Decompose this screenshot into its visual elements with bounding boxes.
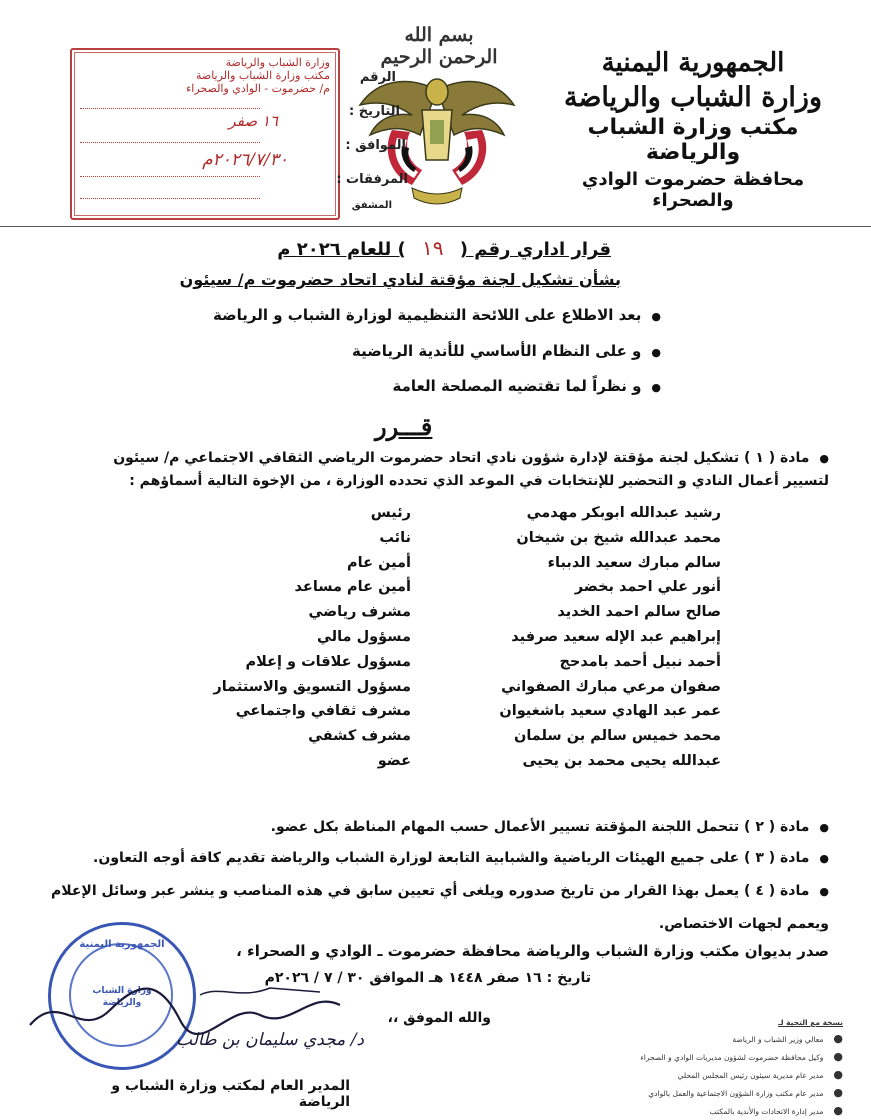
cc-item: وكيل محافظة حضرموت لشؤون مديريات الوادي و الصحراء xyxy=(640,1053,824,1062)
article-1-line: مادة ( ١ ) تشكيل لجنة مؤقتة لإدارة شؤون نادي اتحاد حضرموت الرياضي الثقافي الاجتماعي م/ سيئون xyxy=(113,450,810,466)
list-item xyxy=(0,530,871,555)
bullet-icon xyxy=(809,883,829,899)
list-item xyxy=(0,505,871,530)
article-4-line: ويعمم لجهات الاختصاص. xyxy=(658,916,829,932)
decree-subject: بشأن تشكيل لجنة مؤقتة لنادي اتحاد حضرموت م/ سيئون xyxy=(179,270,621,289)
governorate-title: محافظة حضرموت الوادي والصحراء xyxy=(581,169,805,211)
member-role: مسؤول التسويق والاستثمار xyxy=(213,678,411,695)
preamble-item xyxy=(201,306,661,324)
signatory-handwritten: د/ مجدي سليمان بن طالب xyxy=(176,1030,364,1050)
cc-header: نسخة مع التحية لـ xyxy=(778,1018,843,1027)
article-3 xyxy=(29,847,829,870)
member-name: أنور علي احمد بخضر xyxy=(574,579,721,596)
registry-subject-label: المشفق xyxy=(351,200,392,211)
member-role: مسؤول علاقات و إعلام xyxy=(245,653,411,670)
member-name: صفوان مرعي مبارك الصفواني xyxy=(501,678,721,695)
header-divider xyxy=(0,226,871,227)
member-role: أمين عام مساعد xyxy=(294,579,411,596)
seal-outer-text: الجمهورية اليمنية xyxy=(79,939,165,950)
registry-corresponding-label: الموافق : xyxy=(345,138,406,153)
member-name: عمر عبد الهادي سعيد باشغيوان xyxy=(499,703,721,720)
member-name: رشيد عبدالله ابوبكر مهدمي xyxy=(526,505,721,521)
bullet-icon xyxy=(641,377,661,395)
list-item xyxy=(543,1102,843,1120)
member-role: أمين عام xyxy=(347,554,411,571)
list-item xyxy=(0,728,871,753)
registry-number-label: الرقم xyxy=(359,70,396,85)
ministry-header xyxy=(543,48,843,211)
member-role: مشرف كشفي xyxy=(308,728,411,745)
article-2-text: مادة ( ٢ ) تتحمل اللجنة المؤقتة تسيير الأعمال حسب المهام المناطة بكل عضو. xyxy=(270,819,810,835)
article-1-line: لتسيير أعمال النادي و التحضير للإنتخابات في الموعد الذي تحدده الوزارة ، من الإخوة التالية أسماؤهم : xyxy=(129,473,829,489)
cc-item: مدير إدارة الاتحادات والأندية بالمكتب xyxy=(709,1107,824,1116)
cc-item: مدير عام مكتب وزارة الشؤون الاجتماعية والعمل بالوادي xyxy=(648,1089,824,1098)
bullet-icon xyxy=(823,1035,843,1044)
seal-inner-text: وزارة الشباب والرياضة xyxy=(92,986,152,1008)
list-item xyxy=(0,753,871,778)
list-item xyxy=(543,1048,843,1066)
list-item xyxy=(0,629,871,654)
member-name: إبراهيم عبد الإله سعيد صرفيد xyxy=(511,628,721,645)
member-role: مسؤول مالي xyxy=(316,628,411,645)
registry-date-value: ١٦ صفر xyxy=(228,112,278,130)
registry-stamp xyxy=(70,48,408,220)
list-item xyxy=(543,1030,843,1048)
member-role: مشرف رياضي xyxy=(308,604,411,621)
registry-header-line: مكتب وزارة الشباب والرياضة xyxy=(195,69,330,82)
member-name: صالح سالم احمد الخديد xyxy=(557,604,721,621)
article-4-line: مادة ( ٤ ) يعمل بهذا القرار من تاريخ صدوره ويلغى أي تعيين سابق في هذه المناصب و ينشر عبر وسائل الإعلام xyxy=(50,883,810,899)
divider xyxy=(80,198,260,200)
bullet-icon xyxy=(823,1107,843,1116)
registry-header xyxy=(186,56,330,95)
list-item xyxy=(0,679,871,704)
preamble-text: و نظراً لما تقتضيه المصلحة العامة xyxy=(392,377,642,395)
member-role: رئيس xyxy=(370,505,411,521)
bullet-icon xyxy=(809,819,829,835)
list-item xyxy=(543,1066,843,1084)
bullet-icon xyxy=(823,1089,843,1098)
member-name: محمد عبدالله شيخ بن شيخان xyxy=(516,529,721,546)
bullet-icon xyxy=(823,1053,843,1062)
member-name: محمد خميس سالم بن سلمان xyxy=(513,728,721,745)
cc-item: معالي وزير الشباب و الرياضة xyxy=(732,1035,824,1044)
preamble-item xyxy=(201,377,661,395)
registry-date-label: التاريخ : xyxy=(349,104,400,119)
list-item xyxy=(0,604,871,629)
bullet-icon xyxy=(809,450,829,466)
member-role: عضو xyxy=(377,752,411,769)
decides-heading: قـــرر xyxy=(375,412,433,441)
registry-header-line: وزارة الشباب والرياضة xyxy=(225,56,330,69)
decree-number: ١٩ xyxy=(421,236,444,260)
divider xyxy=(80,108,260,110)
member-name: عبدالله يحيى محمد بن يحيى xyxy=(522,752,721,769)
registry-corresponding-value: ٢٠٢٦/٧/٣٠م xyxy=(202,150,288,170)
registry-header-line: م/ حضرموت - الوادي والصحراء xyxy=(186,82,330,95)
issued-line: صدر بديوان مكتب وزارة الشباب والرياضة محافظة حضرموت ـ الوادي و الصحراء ، xyxy=(236,942,829,960)
preamble-item xyxy=(201,342,661,360)
article-1 xyxy=(29,447,829,492)
basmala: بسم الله الرحمن الرحيم xyxy=(380,24,498,68)
member-name: أحمد نبيل أحمد بامدحج xyxy=(559,653,721,670)
bullet-icon xyxy=(823,1071,843,1080)
member-role: نائب xyxy=(379,529,411,546)
divider xyxy=(80,176,260,178)
decree-title-prefix: قرار اداري رقم ( xyxy=(459,239,611,260)
decree-title-suffix: ) للعام ٢٠٢٦ م xyxy=(277,239,406,260)
article-3-text: مادة ( ٣ ) على جميع الهيئات الرياضية والشبابية التابعة لوزارة الشباب والرياضة تقديم كافة أوجه التعاون. xyxy=(93,850,810,866)
preamble-text: بعد الاطلاع على اللائحة التنظيمية لوزارة الشباب و الرياضة xyxy=(213,306,642,324)
list-item xyxy=(0,579,871,604)
signatory-title: المدير العام لمكتب وزارة الشباب و الرياضة xyxy=(111,1078,350,1110)
office-title: مكتب وزارة الشباب والرياضة xyxy=(587,115,799,165)
list-item xyxy=(0,654,871,679)
bullet-icon xyxy=(809,850,829,866)
cc-item: مدير عام مديرية سيئون رئيس المجلس المحلي xyxy=(677,1071,824,1080)
bullet-icon xyxy=(641,342,661,360)
divider xyxy=(80,142,260,144)
closing-line: والله الموفق ،، xyxy=(387,1010,491,1026)
article-2 xyxy=(29,816,829,839)
republic-title: الجمهورية اليمنية xyxy=(601,48,785,78)
members-list xyxy=(0,505,871,778)
member-role: مشرف ثقافي واجتماعي xyxy=(235,703,411,720)
preamble-text: و على النظام الأساسي للأندية الرياضية xyxy=(352,342,642,360)
list-item xyxy=(0,555,871,580)
bullet-icon xyxy=(641,306,661,324)
list-item xyxy=(0,703,871,728)
decree-title xyxy=(251,236,611,260)
ministry-calligraphy: وزارة الشباب والرياضة xyxy=(564,82,822,113)
list-item xyxy=(543,1084,843,1102)
registry-attachments-label: المرفقات : xyxy=(336,172,408,187)
date-line: تاريخ : ١٦ صفر ١٤٤٨ هـ الموافق ٣٠ / ٧ / ٢٠٢٦م xyxy=(264,970,591,986)
cc-list xyxy=(543,1016,843,1120)
member-name: سالم مبارك سعيد الدبباء xyxy=(547,554,721,571)
